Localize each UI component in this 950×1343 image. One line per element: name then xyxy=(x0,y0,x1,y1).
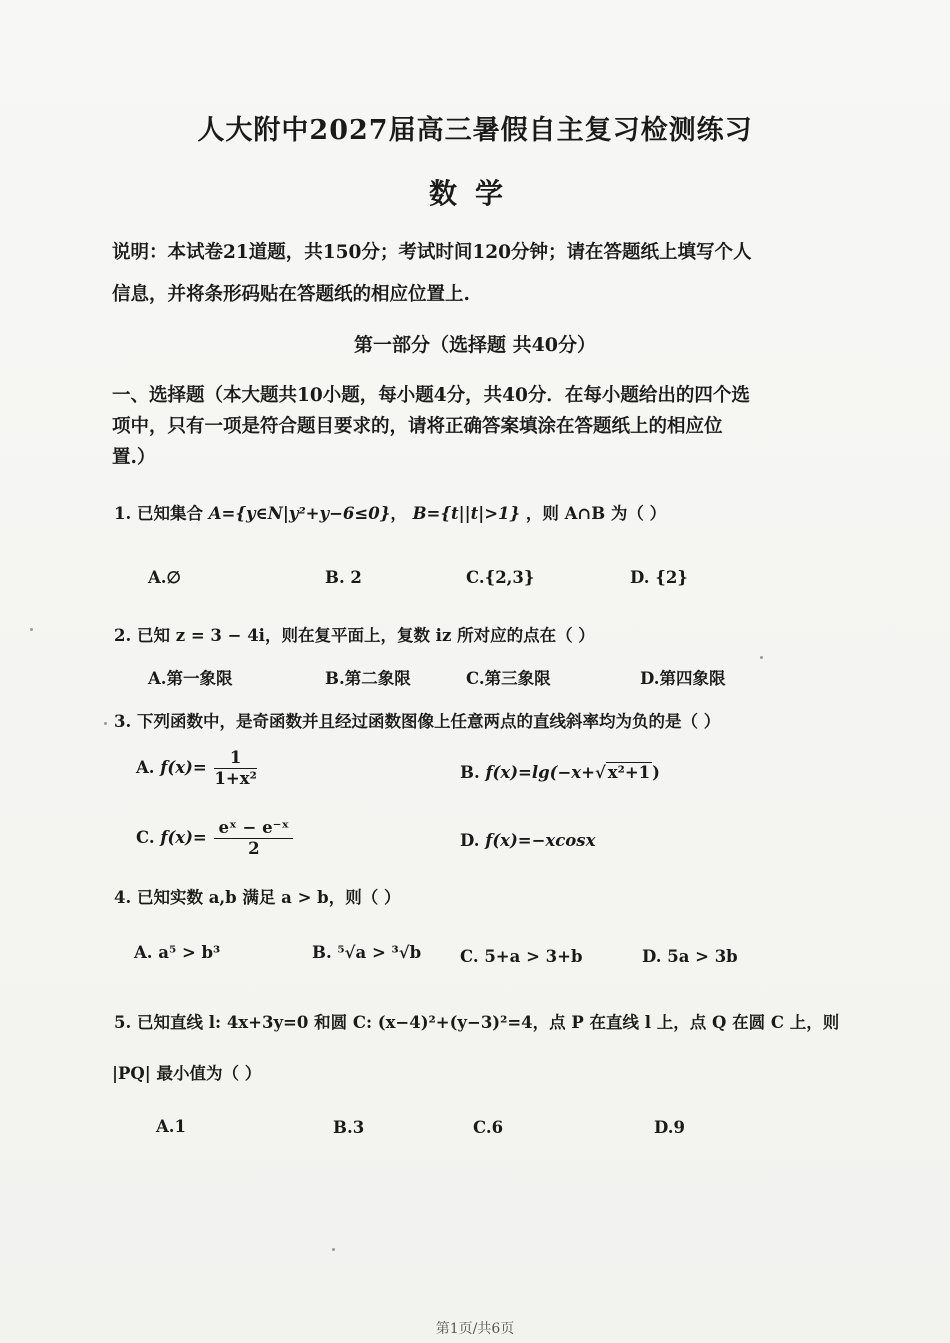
question-1-option-b[interactable]: B. 2 xyxy=(325,568,362,587)
option-a-fraction xyxy=(214,748,256,789)
option-c-denominator: 2 xyxy=(248,838,260,858)
question-5-line-1: 5. 已知直线 l: 4x+3y=0 和圆 C: (x−4)²+(y−3)²=4，点 P 在直线 l 上，点 Q 在圆 C 上，则 xyxy=(114,1013,840,1032)
option-c-label: C. xyxy=(136,827,155,847)
option-a-numerator: 1 xyxy=(214,748,256,769)
question-4: 4. 已知实数 a,b 满足 a > b，则（ ） xyxy=(114,888,401,907)
scan-speck xyxy=(760,656,763,659)
part-heading: 第一部分（选择题 共40分） xyxy=(353,334,597,356)
section-line-2: 项中，只有一项是符合题目要求的，请将正确答案填涂在答题纸上的相应位 xyxy=(112,416,723,437)
option-a-label: A. xyxy=(136,757,155,777)
question-4-option-a[interactable]: A. a⁵ > b³ xyxy=(134,943,221,962)
option-b-expression: f(x)=lg(−x+ xyxy=(485,763,595,782)
question-5-option-c[interactable]: C.6 xyxy=(473,1118,504,1137)
question-3-option-b[interactable]: B. f(x)=lg(−x+√ x²+1 ) xyxy=(460,763,660,782)
scan-speck xyxy=(30,628,33,631)
question-2-option-b[interactable]: B.第二象限 xyxy=(325,669,411,688)
option-c-lhs: f(x)= xyxy=(160,827,207,847)
section-line-1: 一、选择题（本大题共10小题，每小题4分，共40分．在每小题给出的四个选 xyxy=(112,385,750,406)
question-3-option-a[interactable] xyxy=(136,748,259,789)
question-4-option-d[interactable]: D. 5a > 3b xyxy=(642,947,738,966)
option-c-fraction xyxy=(214,818,293,859)
option-d-label: D. xyxy=(460,831,480,850)
question-5-option-a[interactable]: A.1 xyxy=(156,1117,187,1136)
subject-heading: 数学 xyxy=(428,177,521,210)
page-footer: 第1页/共6页 xyxy=(435,1321,515,1337)
question-1-set-b: B={t||t|>1} xyxy=(412,504,521,523)
option-d-expression: f(x)=−xcosx xyxy=(485,831,596,850)
question-1-option-a[interactable]: A.∅ xyxy=(148,568,181,587)
option-b-label: B. xyxy=(460,763,480,782)
question-2: 2. 已知 z = 3 − 4i，则在复平面上，复数 iz 所对应的点在（ ） xyxy=(114,626,595,645)
question-1-suffix: ，则 A∩B 为（ ） xyxy=(525,504,667,523)
option-a-lhs: f(x)= xyxy=(160,757,207,777)
scan-speck xyxy=(332,1248,335,1251)
exam-title: 人大附中2027届高三暑假自主复习检测练习 xyxy=(197,115,753,146)
question-5-option-d[interactable]: D.9 xyxy=(654,1118,685,1137)
question-3-option-d[interactable] xyxy=(460,831,595,850)
question-4-option-b[interactable]: B. ⁵√a > ³√b xyxy=(312,943,422,962)
question-1: 1. 已知集合 A={y∈N|y²+y−6≤0}， B={t||t|>1} ，则 A∩B 为（ ） xyxy=(114,504,667,523)
question-1-prefix: 1. 已知集合 xyxy=(114,504,203,523)
option-a-denominator: 1+x² xyxy=(214,768,257,788)
question-2-option-d[interactable]: D.第四象限 xyxy=(640,669,726,688)
question-4-option-c[interactable]: C. 5+a > 3+b xyxy=(460,947,583,966)
question-2-option-a[interactable]: A.第一象限 xyxy=(148,669,233,688)
option-b-radicand: x²+1 xyxy=(607,763,651,782)
option-b-close: ) xyxy=(652,763,660,782)
section-line-3: 置.） xyxy=(112,447,156,468)
question-5-option-b[interactable]: B.3 xyxy=(333,1118,365,1137)
question-1-option-d[interactable]: D. {2} xyxy=(630,568,688,587)
question-5-line-2: |PQ| 最小值为（ ） xyxy=(112,1064,262,1083)
question-3-option-c[interactable] xyxy=(136,818,295,859)
question-2-option-c[interactable]: C.第三象限 xyxy=(466,669,551,688)
question-3: 3. 下列函数中，是奇函数并且经过函数图像上任意两点的直线斜率均为负的是（ ） xyxy=(114,712,721,731)
scan-speck xyxy=(104,722,107,725)
instructions-line-2: 信息，并将条形码贴在答题纸的相应位置上. xyxy=(112,284,470,305)
question-1-option-c[interactable]: C.{2,3} xyxy=(466,568,535,587)
option-c-numerator: eˣ − e⁻ˣ xyxy=(214,818,293,839)
question-1-set-a: A={y∈N|y²+y−6≤0} xyxy=(208,504,391,523)
instructions-line-1: 说明：本试卷21道题，共150分；考试时间120分钟；请在答题纸上填写个人 xyxy=(112,242,752,263)
